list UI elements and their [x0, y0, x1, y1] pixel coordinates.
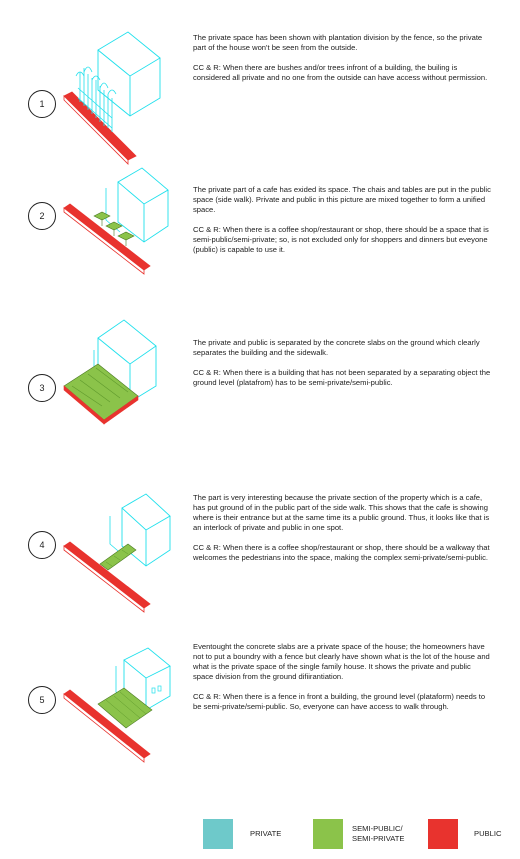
diagram-1-private-plantation: [58, 28, 188, 168]
section-text-4: [193, 493, 493, 573]
section-2: [0, 160, 520, 310]
legend-label-semi-line2: SEMI-PRIVATE: [352, 834, 405, 843]
section-number-4: 4: [28, 531, 56, 559]
legend-label-semi: [352, 824, 404, 844]
section-4-description: The part is very interesting because the private section of the property which is a cafe, has put ground of in the public part of the side walk. This shows that the cafe is showing where is their entrance but at the same time its a public ground. Thus, it looks like that is an interlock of private and public in one spot.: [193, 493, 490, 532]
section-text-5: [193, 642, 493, 722]
section-text-3: [193, 338, 493, 398]
section-1: [0, 0, 520, 160]
section-text-1: [193, 33, 493, 93]
diagram-3-concrete-slabs: [58, 310, 188, 440]
section-text-2: [193, 185, 493, 265]
section-5-description: Eventought the concrete slabs are a private space of the house; the homeowners have not to put a boundry with a fence but clearly have shown what is the lot of the house and what is the private space of the single family house. It shows the private and public space division from the ground difiirantiation.: [193, 642, 490, 681]
legend: [0, 814, 520, 854]
section-3-description: The private and public is separated by the concrete slabs on the ground which clearly separates the building and the sidewalk.: [193, 338, 480, 357]
legend-swatch-private: [203, 819, 233, 849]
section-3-ccr: CC & R: When there is a building that has not been separated by a separating object the ground level (platafrom) has to be semi-private/semi-public.: [193, 368, 491, 387]
legend-label-public: PUBLIC: [474, 829, 502, 838]
section-4-ccr: CC & R: When there is a coffee shop/restaurant or shop, there should be a walkway that welcomes the pedestrians into the space, making the complex semi-private/semi-public.: [193, 543, 490, 562]
section-5: [0, 630, 520, 810]
section-2-ccr: CC & R: When there is a coffee shop/restaurant or shop, there should be a space that is semi-public/semi-private; so, is not excluded only for shoppers and dinners but eveyone (public) is capable to use it.: [193, 225, 489, 254]
section-number-5: 5: [28, 686, 56, 714]
section-1-ccr: CC & R: When there are bushes and/or trees infront of a building, the builing is considered all private and no one from the outside can have access without permission.: [193, 63, 488, 82]
section-1-description: The private space has been shown with plantation division by the fence, so the private part of the house won't be seen from the outside.: [193, 33, 483, 52]
diagram-5-house-slabs: [58, 640, 188, 780]
legend-label-semi-line1: SEMI-PUBLIC/: [352, 824, 403, 833]
section-number-2: 2: [28, 202, 56, 230]
section-2-description: The private part of a cafe has exided its space. The chais and tables are put in the public space (side walk). Private and public in this picture are mixed together to form a unified space.: [193, 185, 491, 214]
section-number-3: 3: [28, 374, 56, 402]
legend-swatch-public: [428, 819, 458, 849]
section-5-ccr: CC & R: When there is a fence in front a building, the ground level (plataform) needs to be semi-private/semi-public. So, everyone can have access to walk through.: [193, 692, 486, 711]
legend-swatch-semi: [313, 819, 343, 849]
diagram-2-cafe-sidewalk: [58, 160, 188, 290]
diagram-4-cafe-walkway: [58, 486, 188, 616]
legend-label-private: PRIVATE: [250, 829, 282, 838]
section-3: [0, 310, 520, 480]
section-number-1: 1: [28, 90, 56, 118]
section-4: [0, 480, 520, 630]
